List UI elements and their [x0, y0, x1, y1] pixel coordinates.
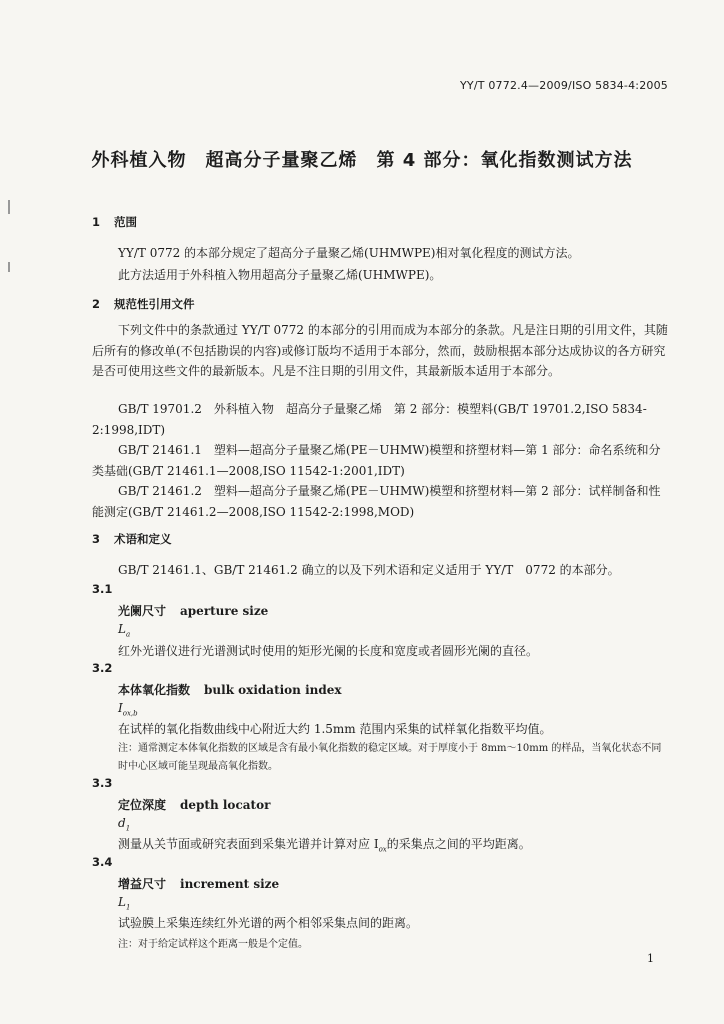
term-symbol: $L_a$	[118, 622, 131, 639]
term-english: depth locator	[180, 798, 271, 812]
term-number: 3.3	[92, 776, 113, 790]
section-2-heading	[92, 296, 195, 312]
term-number: 3.1	[92, 582, 113, 596]
section-title: 范围	[114, 215, 137, 229]
term-number: 3.2	[92, 661, 113, 675]
term-english: aperture size	[180, 604, 269, 618]
section-number: 1	[92, 215, 101, 229]
section-title: 规范性引用文件	[114, 297, 195, 311]
term-english: increment size	[180, 877, 280, 891]
term-definition: 红外光谱仪进行光谱测试时使用的矩形光阑的长度和宽度或者圆形光阑的直径。	[118, 644, 539, 658]
section-1-heading	[92, 214, 137, 230]
term-note: 注：对于给定试样这个距离一般是个定值。	[118, 939, 308, 950]
section-3-heading	[92, 531, 172, 547]
term-chinese: 光阑尺寸	[118, 604, 167, 618]
term-symbol: $I_{ox,b}$	[118, 701, 138, 718]
term-definition: 在试样的氧化指数曲线中心附近大约 1.5mm 范围内采集的试样氧化指数平均值。	[118, 722, 552, 736]
term-increment-size	[118, 875, 279, 892]
document-title: 外科植入物 超高分子量聚乙烯 第 4 部分：氧化指数测试方法	[91, 150, 633, 171]
section-number: 2	[92, 297, 101, 311]
reference-gbt-21461-1: GB/T 21461.1 塑料—超高分子量聚乙烯(PE－UHMW)模塑和挤塑材料—第 1 部分：命名系统和分类基础(GB/T 21461.1—2008,ISO 11542-1:2001,IDT)	[92, 443, 661, 478]
term-symbol: $d_1$	[118, 816, 131, 833]
term-definition: 试验膜上采集连续红外光谱的两个相邻采集点间的距离。	[118, 916, 419, 930]
standard-number-header: YY/T 0772.4—2009/ISO 5834-4:2005	[460, 79, 668, 92]
normative-references-paragraph: 下列文件中的条款通过 YY/T 0772 的本部分的引用而成为本部分的条款。凡是注日期的引用文件，其随后所有的修改单(不包括勘误的内容)或修订版均不适用于本部分，然而，鼓励根据本部分达成协议的各方研究是否可使用这些文件的最新版本。凡是不注日期的引用文件，其最新版本适用于本部分。	[92, 323, 668, 378]
term-bulk-oxidation-index	[118, 681, 342, 698]
term-chinese: 本体氧化指数	[118, 683, 191, 697]
scope-paragraph-1: YY/T 0772 的本部分规定了超高分子量聚乙烯(UHMWPE)相对氧化程度的测试方法。	[118, 246, 580, 260]
terms-intro: GB/T 21461.1、GB/T 21461.2 确立的以及下列术语和定义适用于 YY/T 0772 的本部分。	[118, 563, 620, 577]
term-english: bulk oxidation index	[204, 683, 342, 697]
scan-mark	[8, 262, 10, 272]
term-aperture-size	[118, 602, 268, 619]
section-title: 术语和定义	[114, 532, 172, 546]
term-symbol: $L_1$	[118, 895, 131, 912]
term-depth-locator	[118, 796, 270, 813]
term-note: 注：通常测定本体氧化指数的区域是含有最小氧化指数的稳定区域。对于厚度小于 8mm～10mm 的样品，当氧化状态不同时中心区域可能呈现最高氧化指数。	[118, 743, 662, 772]
term-definition: 测量从关节面或研究表面到采集光谱并计算对应 $I_{ox}$的采集点之间的平均距离。	[118, 837, 531, 854]
page-number: 1	[647, 952, 654, 965]
reference-gbt-19701-2: GB/T 19701.2 外科植入物 超高分子量聚乙烯 第 2 部分：模塑料(GB/T 19701.2,ISO 5834-2:1998,IDT)	[92, 402, 647, 437]
section-number: 3	[92, 532, 101, 546]
scan-mark	[8, 200, 10, 214]
reference-gbt-21461-2: GB/T 21461.2 塑料—超高分子量聚乙烯(PE－UHMW)模塑和挤塑材料—第 2 部分：试样制备和性能测定(GB/T 21461.2—2008,ISO 11542-2:1998,MOD)	[92, 484, 661, 519]
term-chinese: 定位深度	[118, 798, 167, 812]
term-chinese: 增益尺寸	[118, 877, 167, 891]
scope-paragraph-2: 此方法适用于外科植入物用超高分子量聚乙烯(UHMWPE)。	[118, 268, 442, 282]
term-number: 3.4	[92, 855, 113, 869]
